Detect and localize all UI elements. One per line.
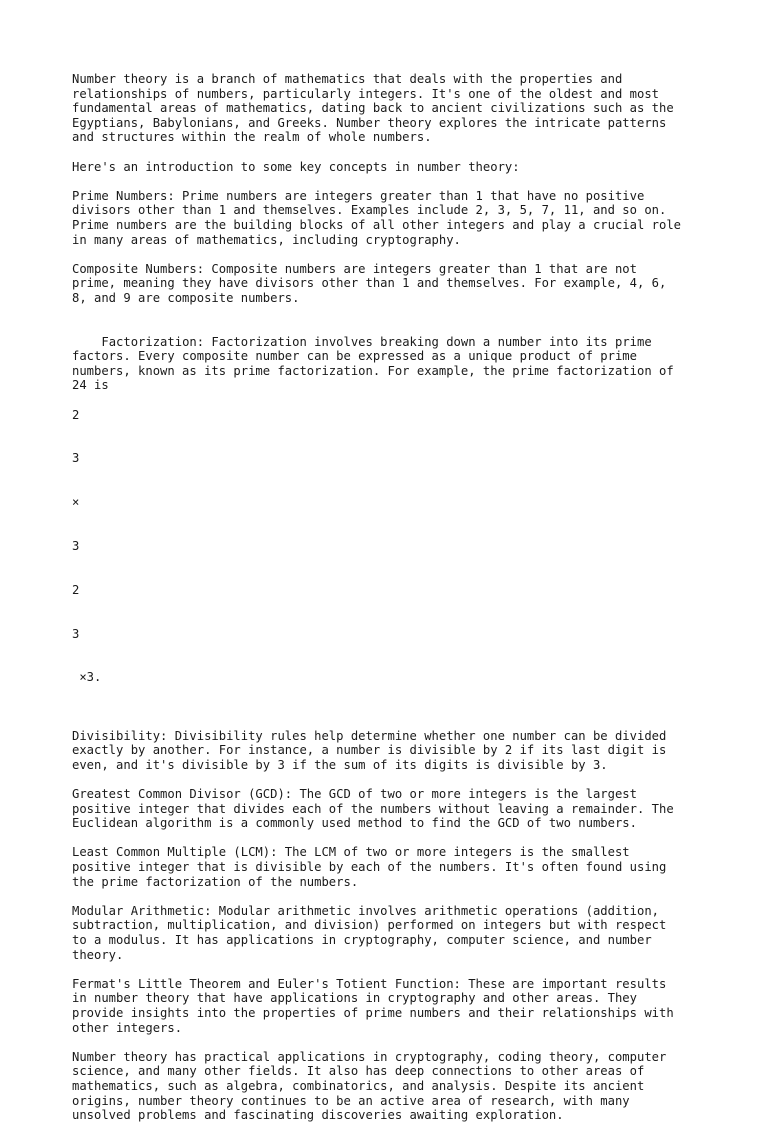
factorization-math-line: 3: [72, 626, 80, 641]
factorization-math-line: 2: [72, 582, 80, 597]
factorization-math-line: 2: [72, 407, 80, 422]
factorization-math-line: 3: [72, 451, 80, 466]
conclusion-paragraph: Number theory has practical applications in cryptography, coding theory, computer science, and many other fields. It also has deep connections to other areas of mathematics, such as algebra, combinatorics, and analysis. Despite its ancient origins, number theory continues to be an active area of research, with many unsolved problems and fascinating discoveries awaiting exploration.: [72, 1049, 667, 1123]
factorization-math-line: 3: [72, 539, 80, 553]
factorization-paragraph: [72, 320, 702, 714]
divisibility-paragraph: Divisibility: Divisibility rules help determine whether one number can be divided exactly by another. For instance, a number is divisible by 2 if its last digit is even, and it's divisible by 3 if the sum of its digits is divisible by 3.: [72, 728, 667, 772]
modular-arithmetic-paragraph: Modular Arithmetic: Modular arithmetic involves arithmetic operations (addition, subtraction, multiplication, and division) performed on integers but with respect to a modulus. It has applications in cryptography, computer science, and number theory.: [72, 903, 667, 962]
factorization-text: Factorization: Factorization involves breaking down a number into its prime factors. Every composite number can be expressed as a unique product of prime numbers, known as its prime factorization. For example, the prime factorization of 24 is: [72, 334, 674, 393]
composite-numbers-paragraph: Composite Numbers: Composite numbers are integers greater than 1 that are not prime, meaning they have divisors other than 1 and themselves. For example, 4, 6, 8, and 9 are composite numbers.: [72, 261, 667, 305]
factorization-math-line: ×: [72, 495, 80, 510]
document-body: [72, 72, 702, 1137]
factorization-math-line: ×3.: [72, 670, 102, 685]
intro-paragraph: Number theory is a branch of mathematics that deals with the properties and relationships of numbers, particularly integers. It's one of the oldest and most fundamental areas of mathematics, dating back to ancient civilizations such as the Egyptians, Babylonians, and Greeks. Number theory explores the intricate patterns and structures within the realm of whole numbers.: [72, 72, 674, 145]
prime-numbers-paragraph: Prime Numbers: Prime numbers are integers greater than 1 that have no positive divisors other than 1 and themselves. Examples include 2, 3, 5, 7, 11, and so on. Prime numbers are the building blocks of all other integers and play a crucial role in many areas of mathematics, including cryptography.: [72, 188, 682, 247]
lcm-paragraph: Least Common Multiple (LCM): The LCM of two or more integers is the smallest positive integer that is divisible by each of the numbers. It's often found using the prime factorization of the numbers.: [72, 845, 667, 889]
lead-in-paragraph: Here's an introduction to some key concepts in number theory:: [72, 159, 520, 174]
fermat-euler-paragraph: Fermat's Little Theorem and Euler's Totient Function: These are important results in number theory that have applications in cryptography and other areas. They provide insights into the properties of prime numbers and their relationships with other integers.: [72, 976, 674, 1035]
gcd-paragraph: Greatest Common Divisor (GCD): The GCD of two or more integers is the largest positive integer that divides each of the numbers without leaving a remainder. The Euclidean algorithm is a commonly used method to find the GCD of two numbers.: [72, 787, 674, 831]
